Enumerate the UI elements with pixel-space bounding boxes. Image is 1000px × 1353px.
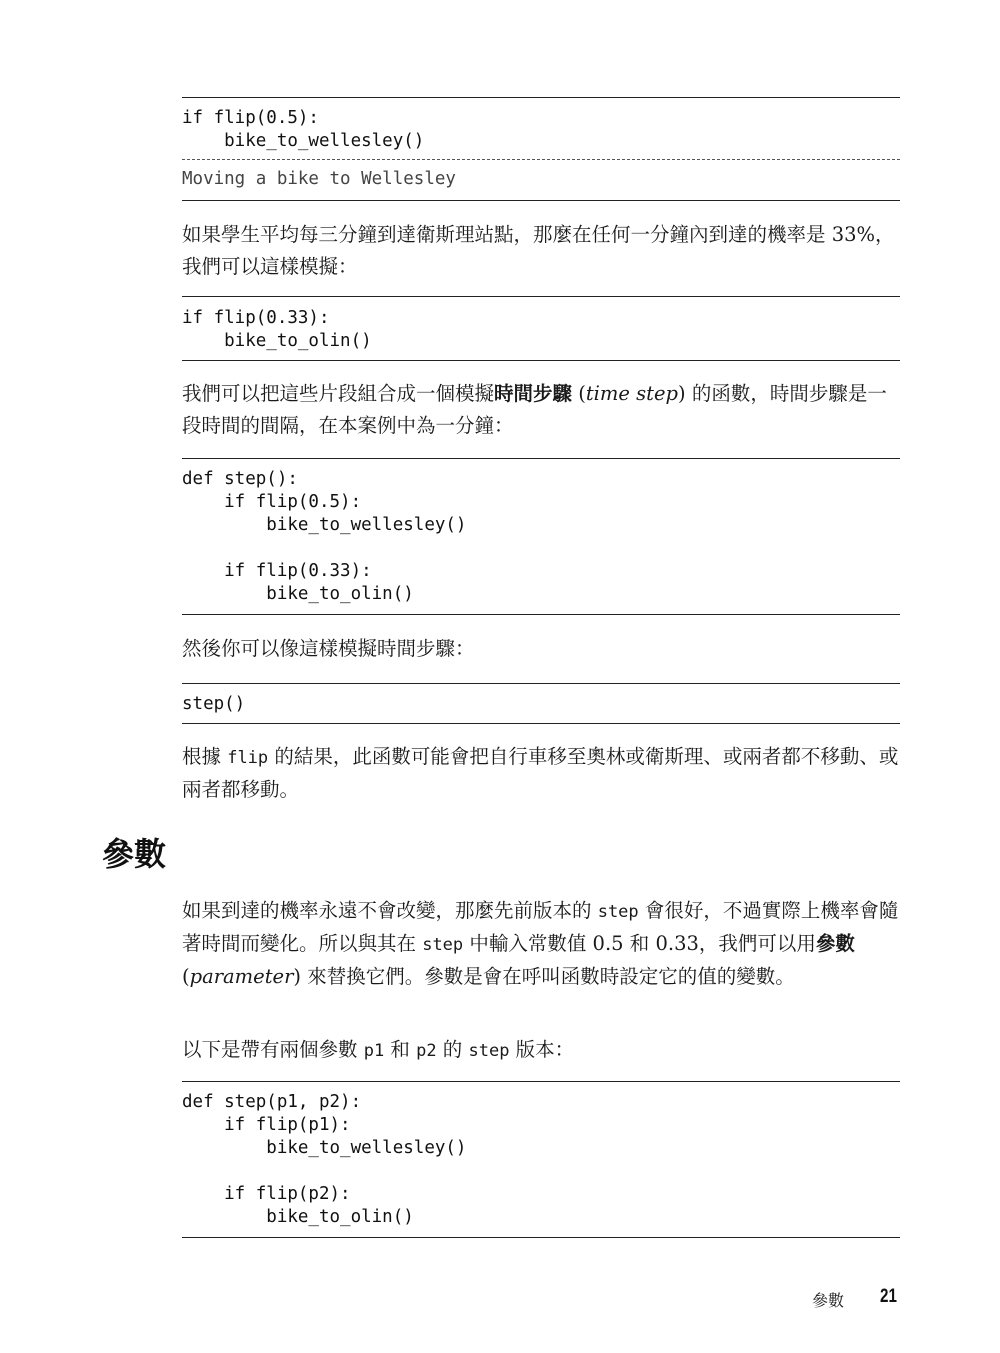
page-number: 21 <box>880 1286 897 1307</box>
code-listing: if flip(0.33): bike_to_olin() <box>182 308 372 351</box>
code-listing: def step(p1, p2): if flip(p1): bike_to_wellesley() if flip(p2): bike_to_olin() <box>182 1092 467 1227</box>
text: ( <box>572 382 586 405</box>
text: 以下是帶有兩個參數 <box>182 1038 364 1061</box>
inline-code: step <box>422 935 464 955</box>
output-divider <box>182 159 900 160</box>
paragraph <box>182 895 900 993</box>
inline-code: step <box>468 1041 510 1061</box>
section-heading: 參數 <box>102 835 167 873</box>
code-listing: step() <box>182 694 246 714</box>
paragraph: 然後你可以像這樣模擬時間步驟： <box>182 637 475 660</box>
code-block-with-output <box>182 97 900 201</box>
code-block <box>182 683 900 724</box>
code-output: Moving a bike to Wellesley <box>182 169 456 189</box>
paragraph <box>182 741 900 806</box>
term: 參數 <box>815 932 855 955</box>
term-english: time step <box>585 382 679 405</box>
text: 會很好，不過實際上機率會隨著時間而變化。所以與其在 <box>182 899 899 955</box>
term: 時間步驟 <box>494 382 573 405</box>
text: ) 來替換它們。參數是會在呼叫函數時設定它的值的變數。 <box>293 965 795 988</box>
text: 我們可以把這些片段組合成一個模擬 <box>182 382 495 405</box>
code-block <box>182 296 900 361</box>
text: 的 <box>436 1038 469 1061</box>
paragraph <box>182 378 900 442</box>
running-footer: 參數 <box>812 1291 845 1310</box>
inline-code: step <box>597 902 639 922</box>
inline-code: p2 <box>416 1041 437 1061</box>
inline-code: flip <box>227 748 269 768</box>
text: 根據 <box>182 745 228 768</box>
text: 和 <box>384 1038 417 1061</box>
paragraph: 如果學生平均每三分鐘到達衛斯理站點，那麼在任何一分鐘內到達的機率是 33%，我們可以這樣模擬： <box>182 223 895 278</box>
paragraph <box>182 1034 900 1067</box>
text: 如果到達的機率永遠不會改變，那麼先前版本的 <box>182 899 598 922</box>
text: ( <box>182 965 190 988</box>
code-block <box>182 458 900 615</box>
code-listing: if flip(0.5): bike_to_wellesley() <box>182 108 425 151</box>
code-block <box>182 1081 900 1238</box>
text: ) 的函數，時間步驟是一段時間的間隔，在本案例中為一分鐘： <box>182 382 887 437</box>
inline-code: p1 <box>363 1041 385 1061</box>
text: 版本： <box>509 1038 575 1061</box>
code-listing: def step(): if flip(0.5): bike_to_wellesley() if flip(0.33): bike_to_olin() <box>182 469 467 604</box>
term-english: parameter <box>189 965 294 988</box>
text: 中輸入常數值 0.5 和 0.33，我們可以用 <box>463 932 816 955</box>
text: 的結果，此函數可能會把自行車移至奧林或衛斯理、或兩者都不移動、或兩者都移動。 <box>182 745 899 801</box>
